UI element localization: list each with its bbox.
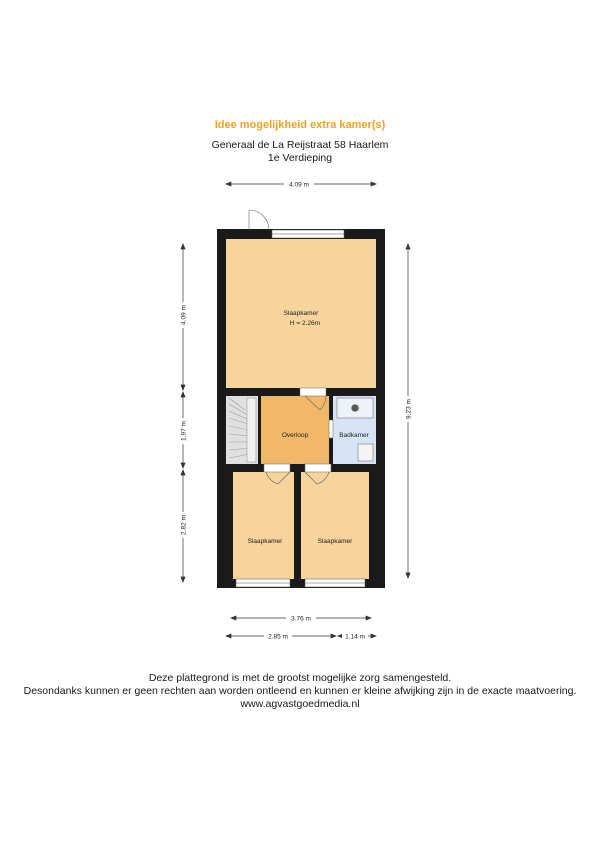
dim-left-top: 4.09 m	[180, 305, 188, 325]
dim-bottom-right: 1.14 m	[345, 633, 365, 641]
room-bedroom-left	[233, 472, 294, 579]
floor-label: 1e Verdieping	[267, 152, 333, 164]
label-bathroom: Badkamer	[339, 432, 369, 439]
disclaimer-footer	[0, 672, 600, 711]
address-line: Generaal de La Reijstraat 58 Haarlem	[211, 139, 389, 151]
plan-title: Idee mogelijkheid extra kamer(s)	[214, 119, 386, 131]
disclaimer-line-1: Deze plattegrond is met de grootst mogelijke zorg samengesteld.	[148, 672, 452, 684]
label-bedroom-right: Slaapkamer	[317, 538, 353, 545]
dim-left-bottom: 2.82 m	[180, 515, 188, 535]
label-master-bedroom: Slaapkamer	[283, 310, 319, 317]
dim-bottom-total: 3.76 m	[291, 615, 311, 623]
label-landing: Overloop	[281, 432, 309, 439]
room-bedroom-right	[301, 472, 369, 579]
sink-icon	[358, 444, 373, 461]
disclaimer-line-2: Desondanks kunnen er geen rechten aan worden ontleend en kunnen er kleine afwijking zijn in de exacte maatvoering.	[23, 685, 577, 697]
label-bedroom-left: Slaapkamer	[247, 538, 283, 545]
dim-left-middle: 1.97 m	[180, 421, 188, 441]
label-master-height: H = 2.26m	[289, 320, 321, 327]
dim-top-width: 4.09 m	[289, 181, 309, 189]
dim-bottom-left: 2.85 m	[268, 633, 288, 641]
website-link[interactable]: www.agvastgoedmedia.nl	[240, 698, 360, 710]
dim-right-total: 9.23 m	[405, 399, 413, 419]
room-landing	[261, 396, 329, 464]
shower-drain-icon	[352, 405, 359, 412]
